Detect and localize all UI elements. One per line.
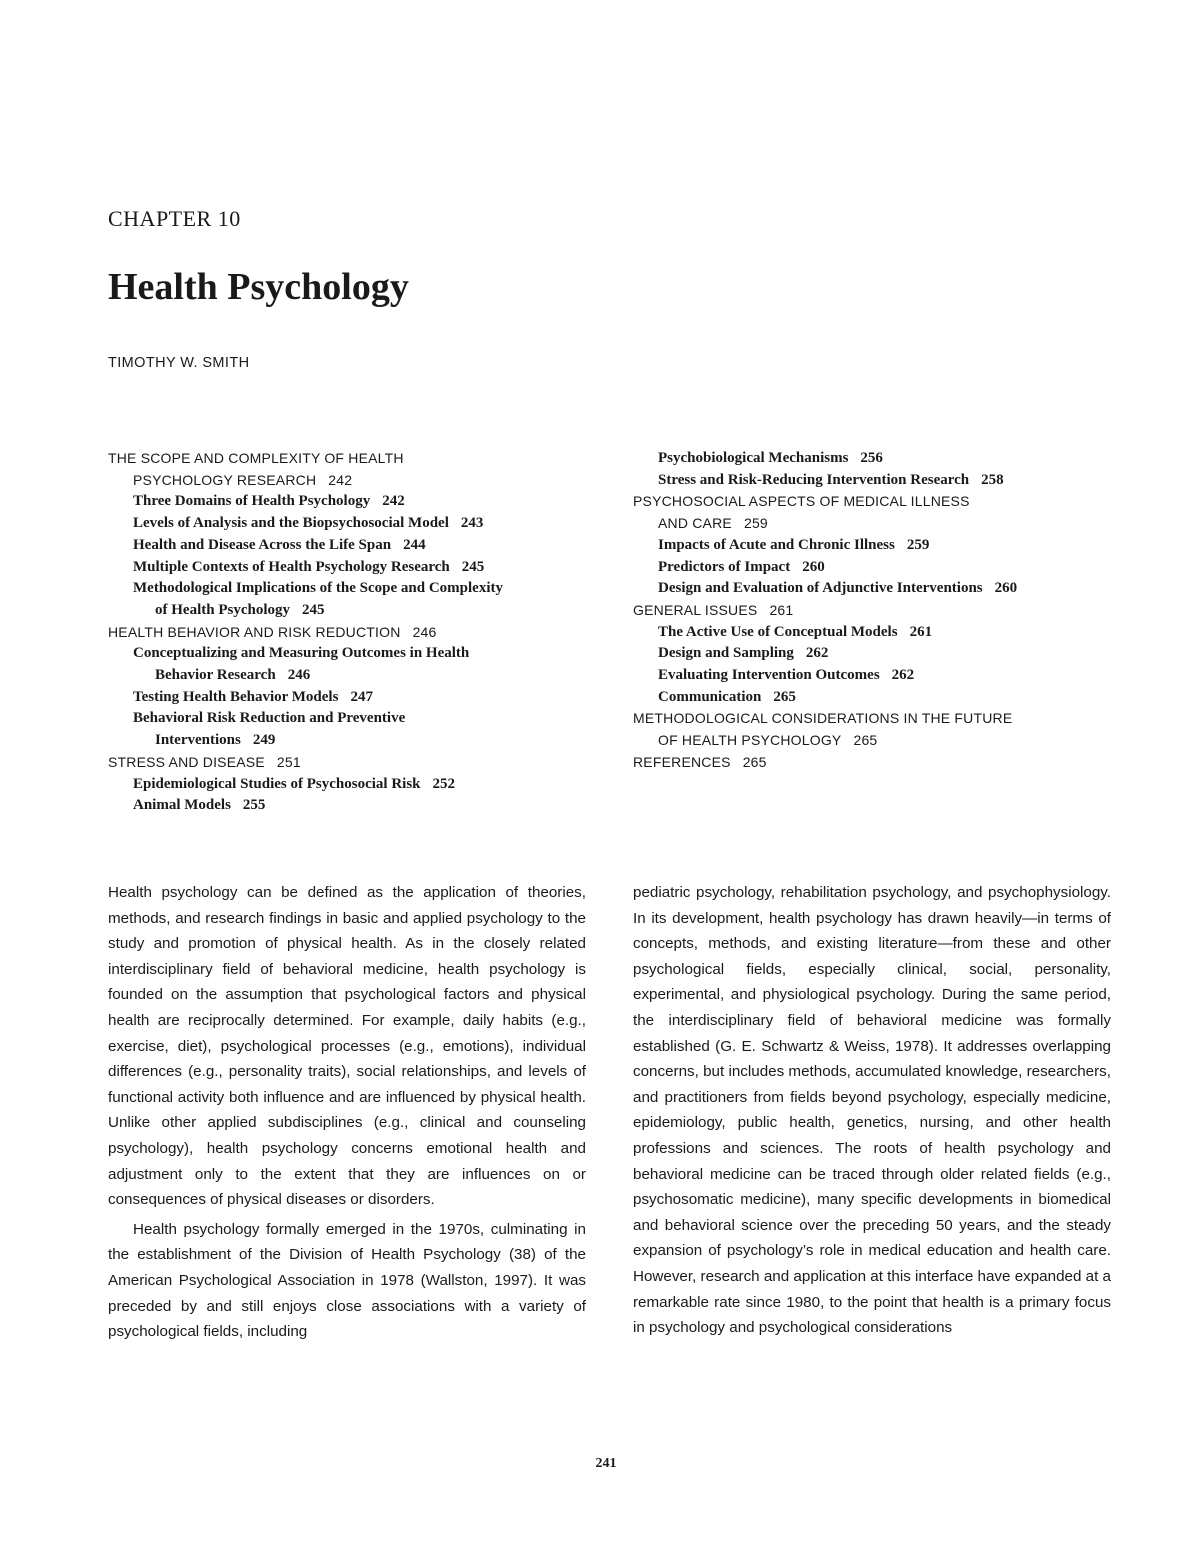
table-of-contents-right bbox=[633, 448, 1103, 774]
toc-entry[interactable]: GENERAL ISSUES 261 bbox=[633, 601, 794, 618]
page-number: 241 bbox=[595, 1456, 617, 1471]
toc-page-number: 258 bbox=[981, 471, 1004, 488]
toc-page-number: 245 bbox=[461, 558, 485, 575]
toc-entry[interactable]: STRESS AND DISEASE 251 bbox=[108, 753, 301, 770]
toc-entry[interactable]: THE SCOPE AND COMPLEXITY OF HEALTH bbox=[108, 450, 404, 466]
toc-entry[interactable]: Design and Sampling 262 bbox=[658, 645, 829, 662]
toc-entry[interactable]: PSYCHOLOGY RESEARCH 242 bbox=[133, 471, 353, 488]
toc-page-number: 261 bbox=[909, 623, 933, 640]
toc-page-number: 260 bbox=[802, 558, 825, 575]
body-paragraph: Health psychology can be defined as the application of theories, methods, and research findings in basic and applied psychology to the study and promotion of physical health. As in the closely related interdisciplinary field of behavioral medicine, health psychology is founded on the assumption that psychological factors and physical health are reciprocally determined. For example, daily habits (e.g., exercise, diet), psychological processes (e.g., emotions), individual differences (e.g., personality traits), social relationships, and levels of functional activity both influence and are influenced by physical health. Unlike other applied subdisciplines (e.g., clinical and counseling psychology), health psychology concerns emotional health and adjustment only to the extent that they are influences on or consequences of physical diseases or disorders. bbox=[108, 884, 586, 1209]
toc-entry[interactable]: Predictors of Impact 260 bbox=[658, 558, 825, 575]
toc-entry[interactable]: Three Domains of Health Psychology 242 bbox=[133, 493, 405, 510]
toc-page-number: 244 bbox=[403, 536, 426, 553]
toc-entry[interactable]: HEALTH BEHAVIOR AND RISK REDUCTION 246 bbox=[108, 623, 437, 640]
body-paragraph: pediatric psychology, rehabilitation psychology, and psychophysiology. In its development, health psychology has drawn heavily—in terms of concepts, methods, and existing literature—from these and other psychological fields, especially clinical, social, personality, experimental, and physiological psychology. During the same period, the interdisciplinary field of behavioral medicine was formally established (G. E. Schwartz & Weiss, 1978). It addresses overlapping concerns, but includes methods, accumulated knowledge, researchers, and practitioners from fields beyond psychology, especially medicine, epidemiology, public health, genetics, nursing, and other health professions and sciences. The roots of health psychology and behavioral medicine can be traced through older related fields (e.g., psychosomatic medicine), many specific developments in biomedical and behavioral science over the preceding 50 years, and the steady expansion of psychology’s role in medical education and health care. However, research and application at this interface have expanded at a remarkable rate since 1980, to the point that health is a primary focus in psychology and psychological considerations bbox=[633, 884, 1111, 1337]
toc-page-number: 259 bbox=[906, 536, 930, 553]
toc-entry[interactable]: The Active Use of Conceptual Models 261 bbox=[658, 623, 933, 640]
toc-entry[interactable]: Conceptualizing and Measuring Outcomes in Health bbox=[133, 645, 470, 662]
toc-entry[interactable]: Design and Evaluation of Adjunctive Interventions 260 bbox=[658, 580, 1018, 597]
toc-entry[interactable]: Animal Models 255 bbox=[133, 797, 266, 814]
toc-entry[interactable]: Communication 265 bbox=[658, 688, 796, 705]
toc-page-number: 243 bbox=[460, 515, 484, 532]
toc-page-number: 246 bbox=[412, 623, 437, 640]
toc-page-number: 246 bbox=[287, 667, 311, 684]
body-column-left bbox=[108, 880, 586, 1349]
toc-entry[interactable]: AND CARE 259 bbox=[658, 515, 768, 532]
toc-entry[interactable]: Behavior Research 246 bbox=[155, 667, 311, 684]
toc-page-number: 256 bbox=[860, 450, 883, 466]
toc-page-number: 255 bbox=[242, 797, 266, 814]
chapter-title: Health Psychology bbox=[108, 266, 409, 308]
toc-entry[interactable]: Multiple Contexts of Health Psychology Research 245 bbox=[133, 558, 485, 575]
toc-entry[interactable]: Interventions 249 bbox=[155, 732, 276, 749]
toc-entry[interactable]: Methodological Implications of the Scope and Complexity bbox=[133, 580, 503, 597]
toc-entry[interactable]: Levels of Analysis and the Biopsychosocial Model 243 bbox=[133, 515, 484, 532]
toc-entry[interactable]: Behavioral Risk Reduction and Preventive bbox=[133, 710, 406, 727]
toc-page-number: 259 bbox=[743, 515, 768, 532]
toc-page-number: 262 bbox=[805, 645, 829, 662]
toc-entry[interactable]: REFERENCES 265 bbox=[633, 753, 767, 770]
toc-entry[interactable]: Health and Disease Across the Life Span 244 bbox=[133, 536, 426, 553]
toc-page-number: 247 bbox=[350, 688, 373, 705]
body-paragraph: Health psychology formally emerged in the 1970s, culminating in the establishment of the Division of Health Psychology (38) of the American Psychological Association in 1978 (Wallston, 1997). It was preceded by and still enjoys close associations with a variety of psychological fields, including bbox=[108, 1220, 586, 1341]
toc-entry[interactable]: Impacts of Acute and Chronic Illness 259 bbox=[658, 536, 930, 553]
toc-page-number: 261 bbox=[769, 601, 794, 618]
toc-page-number: 260 bbox=[994, 580, 1018, 597]
author-name: TIMOTHY W. SMITH bbox=[108, 355, 250, 371]
toc-entry[interactable]: METHODOLOGICAL CONSIDERATIONS IN THE FUTURE bbox=[633, 710, 1013, 727]
chapter-label: CHAPTER 10 bbox=[108, 206, 241, 231]
toc-page-number: 242 bbox=[382, 493, 405, 510]
toc-page-number: 265 bbox=[773, 688, 796, 705]
toc-entry[interactable]: of Health Psychology 245 bbox=[155, 601, 325, 618]
toc-page-number: 252 bbox=[432, 775, 456, 792]
body-column-right bbox=[633, 880, 1111, 1345]
toc-page-number: 251 bbox=[276, 753, 301, 770]
table-of-contents-left bbox=[108, 448, 608, 817]
toc-page-number: 262 bbox=[891, 667, 915, 684]
toc-entry[interactable]: PSYCHOSOCIAL ASPECTS OF MEDICAL ILLNESS bbox=[633, 493, 970, 510]
toc-page-number: 249 bbox=[252, 732, 276, 749]
toc-page-number: 265 bbox=[742, 753, 767, 770]
toc-entry[interactable]: Stress and Risk-Reducing Intervention Research 258 bbox=[658, 471, 1004, 488]
toc-entry[interactable]: OF HEALTH PSYCHOLOGY 265 bbox=[658, 732, 878, 749]
toc-page-number: 245 bbox=[302, 601, 325, 618]
toc-entry[interactable]: Psychobiological Mechanisms 256 bbox=[658, 450, 883, 466]
toc-entry[interactable]: Evaluating Intervention Outcomes 262 bbox=[658, 667, 915, 684]
toc-page-number: 242 bbox=[328, 471, 353, 488]
toc-entry[interactable]: Epidemiological Studies of Psychosocial Risk 252 bbox=[133, 775, 456, 792]
toc-entry[interactable]: Testing Health Behavior Models 247 bbox=[133, 688, 373, 705]
toc-page-number: 265 bbox=[853, 732, 878, 749]
